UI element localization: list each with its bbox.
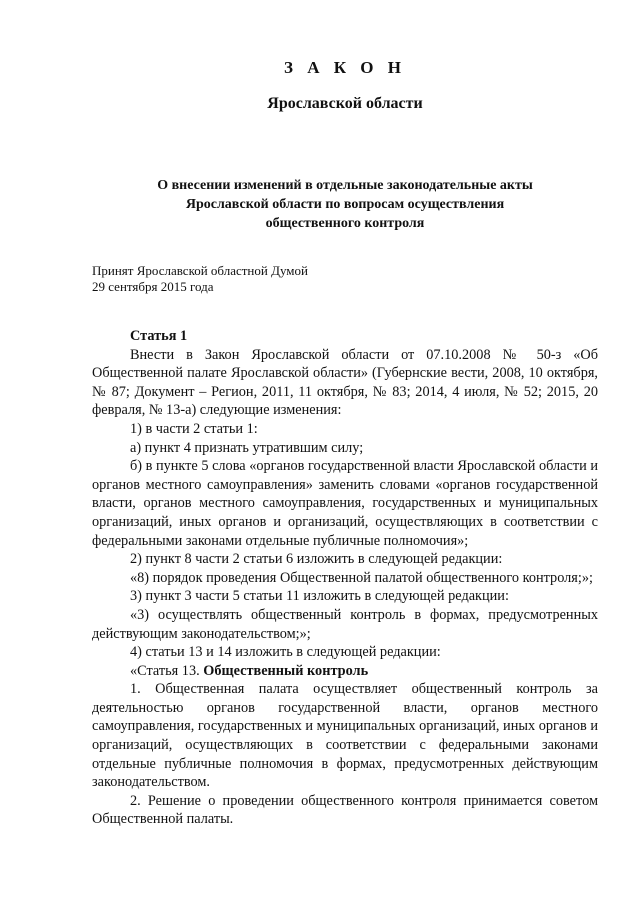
paragraph: 3) пункт 3 части 5 статьи 11 изложить в следующей редакции:: [130, 588, 509, 605]
paragraph: «3) осуществлять общественный контроль в формах, предусмотренных действующим законодательством;»;: [92, 606, 598, 642]
paragraph: б) в пункте 5 слова «органов государственной власти Ярославской области и органов местного самоуправления» заменить словами «органов государственной власти, органов местного самоуправления, государственных и муниципальных организаций, иных органов и организаций, осуществляющих в соответствии с федеральными законами отдельные публичные полномочия»;: [92, 458, 598, 549]
document-region: Ярославской области: [267, 95, 423, 112]
adoption-date: 29 сентября 2015 года: [92, 279, 214, 294]
article-13-heading: [92, 662, 598, 681]
adoption-body: Принят Ярославской областной Думой: [92, 263, 308, 278]
article-13-title: Общественный контроль: [203, 662, 369, 679]
paragraph: «8) порядок проведения Общественной палатой общественного контроля;»;: [130, 569, 593, 586]
paragraph: 4) статьи 13 и 14 изложить в следующей редакции:: [130, 644, 441, 661]
paragraph: 2. Решение о проведении общественного контроля принимается советом Общественной палаты.: [92, 792, 598, 828]
paragraph: 1) в части 2 статьи 1:: [130, 420, 258, 437]
paragraph: 2) пункт 8 части 2 статьи 6 изложить в следующей редакции:: [130, 551, 503, 568]
article-13-prefix: «Статья 13.: [130, 662, 200, 679]
paragraph: Внести в Закон Ярославской области от 07.10.2008 № 50-з «Об Общественной палате Ярославской области» (Губернские вести, 2008, 10 октября, № 87; Документ – Регион, 2011, 11 октября, № 83; 2014, 4 июля, № 52; 2015, 20 февраля, № 13-а) следующие изменения:: [92, 346, 598, 419]
subject-line: общественного контроля: [265, 216, 425, 231]
document-body: [92, 327, 598, 829]
document-title: З А К О Н: [283, 58, 407, 77]
article-heading: Статья 1: [130, 328, 188, 344]
paragraph: 1. Общественная палата осуществляет общественный контроль за деятельностью органов государственной власти, органов местного самоуправления, государственных и муниципальных организаций, иных органов и организаций, осуществляющих в соответствии с федеральными законами отдельные публичные полномочия в формах, предусмотренных действующим законодательством.: [92, 681, 598, 791]
subject-line: О внесении изменений в отдельные законодательные акты: [157, 178, 533, 193]
document-subject: [0, 176, 640, 233]
paragraph: а) пункт 4 признать утратившим силу;: [130, 439, 364, 456]
subject-line: Ярославской области по вопросам осуществления: [185, 197, 505, 212]
adoption-note: [92, 263, 308, 295]
